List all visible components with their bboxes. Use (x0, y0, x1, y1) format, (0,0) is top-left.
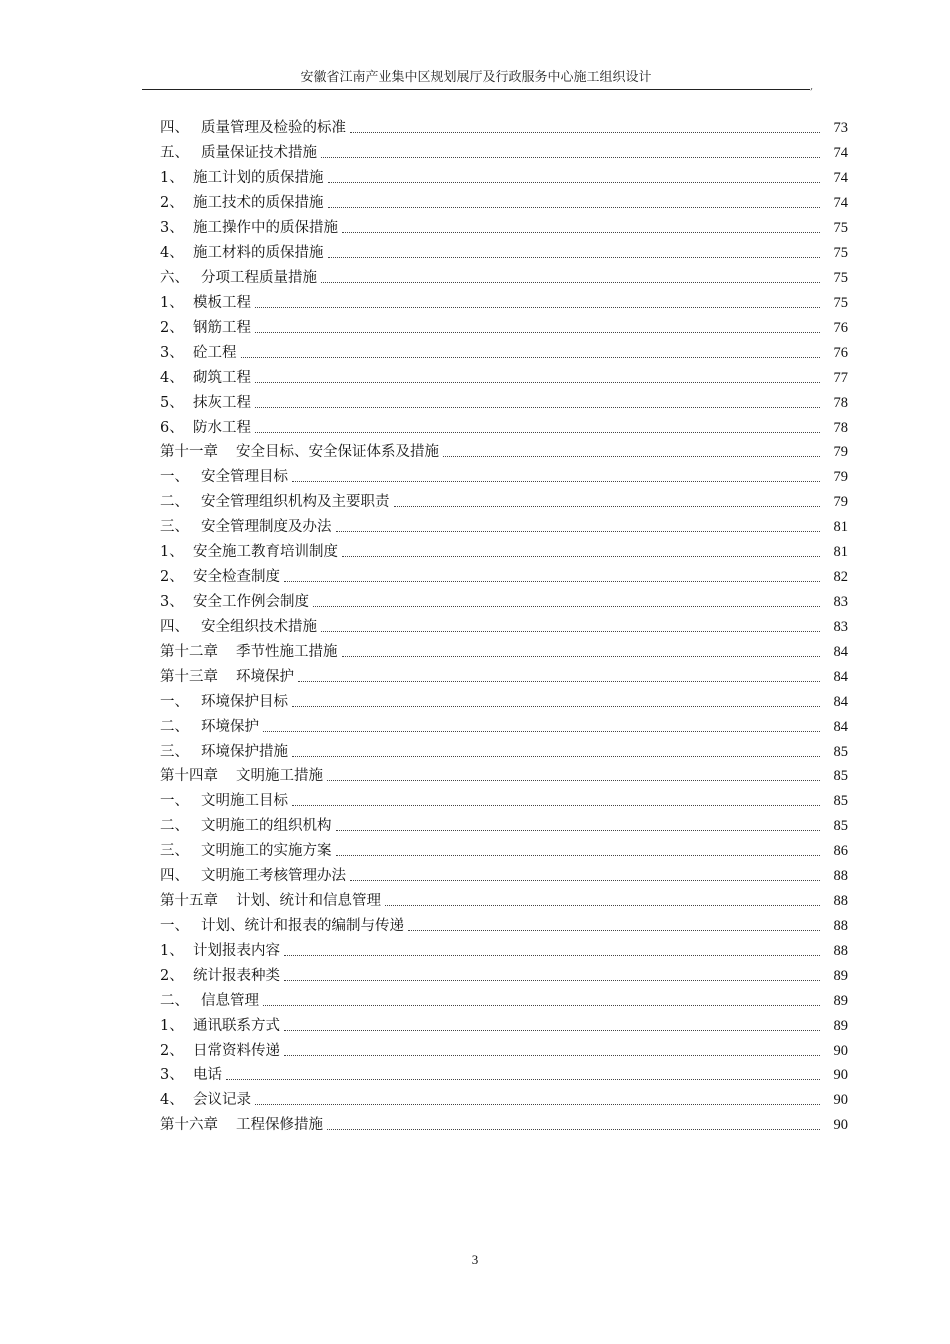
toc-entry[interactable] (160, 540, 848, 565)
toc-entry-number: 二、 (160, 718, 189, 735)
toc-entry-number: 1、 (160, 942, 184, 959)
toc-entry-title: 日常资料传递 (193, 1042, 280, 1059)
toc-dot-leader (342, 545, 820, 559)
toc-entry-page: 90 (833, 1042, 848, 1059)
toc-entry-number: 2、 (160, 1042, 184, 1059)
toc-entry-title: 安全管理制度及办法 (201, 519, 332, 536)
toc-entry-number: 二、 (160, 992, 189, 1009)
toc-entry-page: 88 (833, 893, 848, 910)
toc-entry-page: 81 (833, 544, 848, 561)
toc-entry[interactable] (160, 590, 848, 615)
toc-entry-number: 1、 (160, 294, 184, 311)
toc-entry-title: 工程保修措施 (236, 1117, 323, 1134)
toc-entry-page: 89 (833, 992, 848, 1009)
toc-dot-leader (284, 944, 820, 958)
toc-entry-title: 砼工程 (193, 344, 237, 361)
toc-entry-number: 2、 (160, 569, 184, 586)
toc-dot-leader (336, 520, 821, 534)
toc-entry-number: 4、 (160, 369, 184, 386)
toc-entry-page: 79 (833, 469, 848, 486)
toc-dot-leader (255, 296, 820, 310)
toc-entry-number: 二、 (160, 494, 189, 511)
toc-entry[interactable] (160, 739, 848, 764)
toc-dot-leader (328, 171, 821, 185)
toc-dot-leader (298, 670, 820, 684)
toc-entry-title: 环境保护 (236, 668, 294, 685)
toc-dot-leader (292, 695, 820, 709)
toc-entry-title: 安全组织技术措施 (201, 618, 317, 635)
toc-entry-title: 计划、统计和信息管理 (236, 893, 381, 910)
toc-entry-title: 环境保护 (201, 718, 259, 735)
toc-dot-leader (255, 396, 820, 410)
toc-entry-page: 83 (833, 593, 848, 610)
toc-entry-title: 文明施工目标 (201, 793, 288, 810)
toc-entry-page: 90 (833, 1067, 848, 1084)
toc-entry[interactable] (160, 864, 848, 889)
toc-entry-number: 3、 (160, 593, 184, 610)
toc-entry[interactable] (160, 914, 848, 939)
toc-entry[interactable] (160, 191, 848, 216)
toc-dot-leader (328, 196, 821, 210)
toc-entry-number: 2、 (160, 319, 184, 336)
toc-entry-number: 3、 (160, 344, 184, 361)
toc-entry[interactable] (160, 1113, 848, 1138)
toc-dot-leader (284, 969, 820, 983)
toc-entry-number: 三、 (160, 519, 189, 536)
toc-entry-number: 3、 (160, 220, 184, 237)
toc-entry-number: 第十六章 (160, 1117, 218, 1134)
toc-dot-leader (350, 121, 820, 135)
toc-entry-page: 75 (833, 294, 848, 311)
toc-dot-leader (255, 421, 820, 435)
toc-entry[interactable] (160, 814, 848, 839)
toc-dot-leader (443, 445, 820, 459)
toc-dot-leader (284, 1019, 820, 1033)
toc-entry-page: 90 (833, 1092, 848, 1109)
toc-entry[interactable] (160, 714, 848, 739)
toc-entry[interactable] (160, 839, 848, 864)
toc-entry-number: 五、 (160, 145, 189, 162)
toc-entry-page: 86 (833, 843, 848, 860)
toc-entry[interactable] (160, 266, 848, 291)
toc-entry-number: 一、 (160, 793, 189, 810)
toc-entry-number: 4、 (160, 245, 184, 262)
toc-entry-number: 四、 (160, 618, 189, 635)
toc-dot-leader (284, 570, 820, 584)
toc-dot-leader (292, 470, 820, 484)
toc-entry[interactable] (160, 216, 848, 241)
toc-dot-leader (328, 246, 821, 260)
toc-dot-leader (336, 844, 821, 858)
toc-dot-leader (327, 1118, 820, 1132)
toc-dot-leader (321, 620, 820, 634)
toc-entry-page: 85 (833, 793, 848, 810)
toc-entry[interactable] (160, 515, 848, 540)
toc-entry[interactable] (160, 764, 848, 789)
toc-entry[interactable] (160, 315, 848, 340)
toc-entry-page: 85 (833, 768, 848, 785)
page-number: 3 (471, 1252, 479, 1267)
toc-entry-number: 第十二章 (160, 643, 218, 660)
toc-entry-title: 环境保护目标 (201, 693, 288, 710)
toc-entry-number: 第十三章 (160, 668, 218, 685)
toc-entry-number: 四、 (160, 868, 189, 885)
toc-entry-number: 1、 (160, 170, 184, 187)
header-rule (142, 89, 810, 90)
toc-entry-number: 2、 (160, 967, 184, 984)
toc-entry-number: 第十四章 (160, 768, 218, 785)
toc-entry[interactable] (160, 141, 848, 166)
toc-dot-leader (342, 221, 820, 235)
toc-entry[interactable] (160, 390, 848, 415)
toc-entry-page: 75 (833, 245, 848, 262)
toc-dot-leader (255, 321, 820, 335)
toc-entry-title: 环境保护措施 (201, 743, 288, 760)
toc-entry-page: 85 (833, 818, 848, 835)
toc-entry-title: 文明施工的实施方案 (201, 843, 332, 860)
toc-entry-page: 74 (833, 195, 848, 212)
toc-entry-title: 分项工程质量措施 (201, 269, 317, 286)
toc-entry-page: 74 (833, 145, 848, 162)
toc-entry-number: 第十一章 (160, 444, 218, 461)
toc-dot-leader (394, 495, 821, 509)
toc-entry-page: 85 (833, 743, 848, 760)
toc-dot-leader (408, 919, 820, 933)
toc-dot-leader (350, 869, 820, 883)
toc-entry-title: 文明施工考核管理办法 (201, 868, 346, 885)
toc-entry-number: 5、 (160, 394, 184, 411)
toc-entry-number: 二、 (160, 818, 189, 835)
toc-entry[interactable] (160, 664, 848, 689)
toc-dot-leader (321, 146, 820, 160)
toc-entry[interactable] (160, 166, 848, 191)
toc-entry[interactable] (160, 938, 848, 963)
toc-entry-title: 安全检查制度 (193, 569, 280, 586)
toc-entry-title: 安全目标、安全保证体系及措施 (236, 444, 439, 461)
toc-entry-number: 3、 (160, 1067, 184, 1084)
toc-entry[interactable] (160, 365, 848, 390)
toc-entry[interactable] (160, 1038, 848, 1063)
toc-dot-leader (284, 1044, 820, 1058)
table-of-contents (160, 116, 848, 1138)
toc-entry-page: 88 (833, 917, 848, 934)
toc-entry-title: 施工材料的质保措施 (193, 245, 324, 262)
toc-entry-page: 79 (833, 494, 848, 511)
toc-entry-page: 88 (833, 942, 848, 959)
toc-entry-title: 计划、统计和报表的编制与传递 (201, 917, 404, 934)
toc-dot-leader (327, 769, 820, 783)
toc-entry-title: 施工操作中的质保措施 (193, 220, 338, 237)
toc-entry-title: 信息管理 (201, 992, 259, 1009)
toc-entry-title: 安全工作例会制度 (193, 593, 309, 610)
toc-entry[interactable] (160, 415, 848, 440)
toc-entry-title: 会议记录 (193, 1092, 251, 1109)
toc-entry[interactable] (160, 988, 848, 1013)
toc-entry-title: 施工计划的质保措施 (193, 170, 324, 187)
toc-entry-title: 统计报表种类 (193, 967, 280, 984)
toc-entry[interactable] (160, 565, 848, 590)
toc-entry-page: 84 (833, 643, 848, 660)
toc-entry-number: 三、 (160, 743, 189, 760)
toc-dot-leader (255, 371, 820, 385)
toc-entry[interactable] (160, 116, 848, 141)
toc-entry[interactable] (160, 1013, 848, 1038)
toc-entry-number: 4、 (160, 1092, 184, 1109)
toc-entry-number: 2、 (160, 195, 184, 212)
toc-dot-leader (321, 271, 820, 285)
toc-entry-number: 一、 (160, 693, 189, 710)
toc-entry-title: 电话 (193, 1067, 222, 1084)
toc-entry-page: 77 (833, 369, 848, 386)
toc-dot-leader (292, 745, 820, 759)
toc-entry[interactable] (160, 963, 848, 988)
toc-entry[interactable] (160, 1063, 848, 1088)
toc-entry-page: 75 (833, 220, 848, 237)
toc-entry[interactable] (160, 614, 848, 639)
toc-entry[interactable] (160, 340, 848, 365)
toc-entry-number: 6、 (160, 419, 184, 436)
toc-dot-leader (342, 645, 821, 659)
toc-dot-leader (241, 346, 821, 360)
toc-entry[interactable] (160, 1088, 848, 1113)
toc-dot-leader (336, 819, 821, 833)
toc-entry-page: 84 (833, 693, 848, 710)
toc-entry-title: 模板工程 (193, 294, 251, 311)
toc-entry-title: 安全管理目标 (201, 469, 288, 486)
toc-entry-title: 防水工程 (193, 419, 251, 436)
toc-entry-page: 82 (833, 569, 848, 586)
toc-entry-page: 78 (833, 419, 848, 436)
toc-entry-title: 砌筑工程 (193, 369, 251, 386)
toc-entry-title: 通讯联系方式 (193, 1017, 280, 1034)
toc-entry-title: 安全施工教育培训制度 (193, 544, 338, 561)
toc-entry-number: 第十五章 (160, 893, 218, 910)
toc-entry-number: 四、 (160, 120, 189, 137)
toc-entry-number: 六、 (160, 269, 189, 286)
toc-entry-page: 76 (833, 344, 848, 361)
toc-entry-title: 文明施工措施 (236, 768, 323, 785)
toc-entry-page: 84 (833, 718, 848, 735)
toc-entry-number: 1、 (160, 1017, 184, 1034)
toc-entry-number: 三、 (160, 843, 189, 860)
toc-entry[interactable] (160, 689, 848, 714)
toc-entry[interactable] (160, 789, 848, 814)
toc-entry-title: 钢筋工程 (193, 319, 251, 336)
toc-entry-page: 89 (833, 967, 848, 984)
toc-entry[interactable] (160, 639, 848, 664)
toc-entry[interactable] (160, 889, 848, 914)
toc-entry-page: 76 (833, 319, 848, 336)
toc-entry[interactable] (160, 440, 848, 465)
toc-entry-page: 75 (833, 269, 848, 286)
toc-entry[interactable] (160, 490, 848, 515)
toc-entry-title: 质量管理及检验的标准 (201, 120, 346, 137)
toc-dot-leader (263, 994, 820, 1008)
toc-entry-title: 安全管理组织机构及主要职责 (201, 494, 390, 511)
toc-entry[interactable] (160, 290, 848, 315)
toc-entry-number: 一、 (160, 469, 189, 486)
header-mark: , (810, 81, 814, 92)
toc-entry-title: 抹灰工程 (193, 394, 251, 411)
toc-dot-leader (313, 595, 820, 609)
toc-entry-page: 89 (833, 1017, 848, 1034)
toc-entry-page: 78 (833, 394, 848, 411)
toc-entry-title: 计划报表内容 (193, 942, 280, 959)
toc-dot-leader (226, 1068, 820, 1082)
toc-entry-page: 83 (833, 618, 848, 635)
toc-entry-title: 质量保证技术措施 (201, 145, 317, 162)
toc-entry-title: 施工技术的质保措施 (193, 195, 324, 212)
toc-entry-page: 88 (833, 868, 848, 885)
toc-entry[interactable] (160, 241, 848, 266)
toc-entry-page: 81 (833, 519, 848, 536)
toc-entry-page: 73 (833, 120, 848, 137)
toc-entry-page: 90 (833, 1117, 848, 1134)
toc-dot-leader (263, 720, 820, 734)
toc-dot-leader (292, 794, 820, 808)
toc-entry-page: 84 (833, 668, 848, 685)
toc-entry-page: 74 (833, 170, 848, 187)
toc-dot-leader (255, 1093, 820, 1107)
toc-entry-title: 文明施工的组织机构 (201, 818, 332, 835)
toc-entry-number: 1、 (160, 544, 184, 561)
toc-dot-leader (385, 894, 820, 908)
toc-entry-title: 季节性施工措施 (236, 643, 338, 660)
toc-entry[interactable] (160, 465, 848, 490)
page-header-title: 安徽省江南产业集中区规划展厅及行政服务中心施工组织设计 (300, 70, 652, 85)
toc-entry-page: 79 (833, 444, 848, 461)
toc-entry-number: 一、 (160, 917, 189, 934)
